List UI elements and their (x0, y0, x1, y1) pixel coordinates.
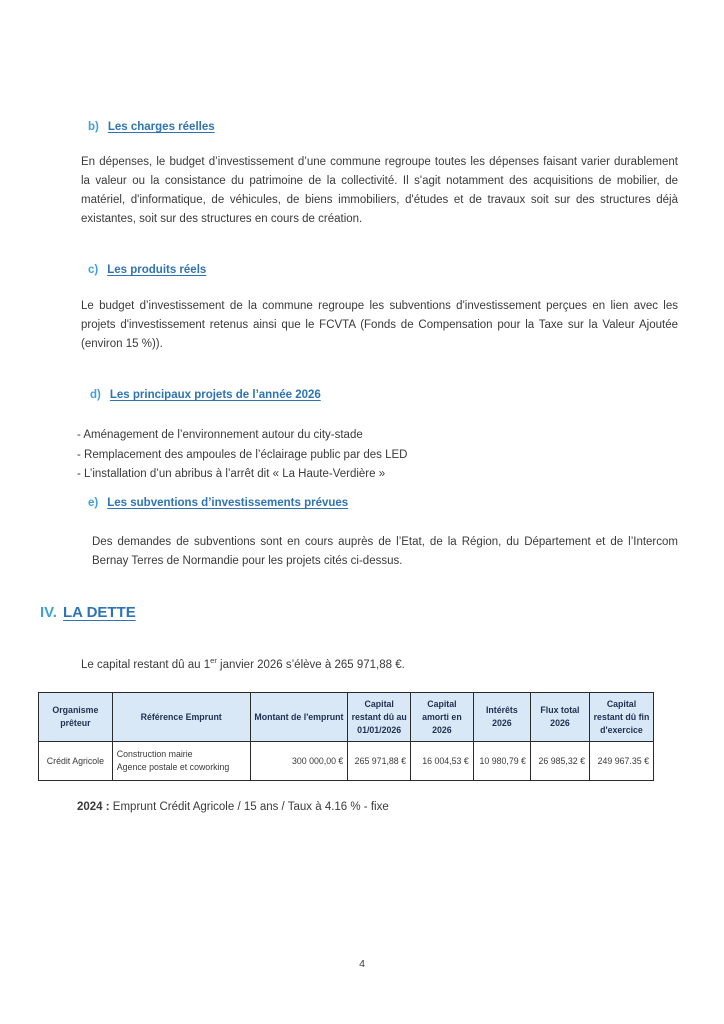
heading-title: LA DETTE (62, 604, 136, 621)
loan-table-container (38, 692, 654, 781)
table-row (39, 742, 654, 781)
section-heading-c (88, 264, 206, 276)
loan-table (38, 692, 654, 781)
loan-note (77, 801, 389, 813)
page-number: 4 (359, 958, 365, 970)
section-title: Les produits réels (107, 264, 207, 276)
cell-flux-total: 26 985,32 € (530, 742, 589, 781)
capital-superscript: er (210, 656, 217, 665)
section-letter: c) (88, 264, 99, 276)
paragraph-charges-reelles: En dépenses, le budget d’investissement d’une commune regroupe toutes les dépenses faisant varier durablement la valeur ou la consistance du patrimoine de la collectivité. Il s'agit notamment des acquisitions de mobilier, de matériel, d'informatique, de véhicules, de biens immobiliers, d'études et de travaux soit sur des structures déjà existantes, soit sur des structures en cours de création. (81, 156, 678, 225)
cell-reference (112, 742, 250, 781)
paragraph-produits-reels: Le budget d’investissement de la commune regroupe les subventions d'investissement perçues en lien avec les projets d'investissement retenus ainsi que le FCVTA (Fonds de Compensation pour la Taxe sur la Valeur Ajoutée (environ 15 %)). (81, 300, 678, 350)
project-item: - L’installation d’un abribus à l’arrêt dit « La Haute-Verdière » (77, 468, 386, 480)
section-title: Les principaux projets de l’année 2026 (109, 389, 321, 401)
project-item: - Remplacement des ampoules de l’éclairage public par des LED (77, 448, 408, 461)
section-heading-e (88, 497, 348, 509)
section-letter: b) (88, 121, 99, 133)
capital-text-end: janvier 2026 s’élève à 265 971,88 €. (216, 658, 405, 671)
heading-numeral: IV. (40, 604, 57, 621)
section-heading-b (88, 121, 215, 133)
loan-note-details: Emprunt Crédit Agricole / 15 ans / Taux à 4.16 % - fixe (109, 801, 389, 813)
column-header-reference: Référence Emprunt (112, 693, 250, 742)
paragraph-subventions: Des demandes de subventions sont en cours auprès de l’Etat, de la Région, du Département et de l’Intercom Bernay Terres de Normandie pour les projets cités ci-dessus. (92, 536, 678, 567)
column-header-interets: Intérêts 2026 (473, 693, 530, 742)
column-header-organisme: Organisme prêteur (39, 693, 113, 742)
column-header-capital-fin: Capital restant dû fin d'exercice (589, 693, 653, 742)
table-header-row (39, 693, 654, 742)
capital-restant-line (81, 656, 405, 671)
section-heading-d (90, 389, 321, 401)
capital-text-start: Le capital restant dû au 1 (81, 658, 211, 671)
cell-reference-line1: Construction mairie (116, 749, 193, 759)
section-title: Les charges réelles (107, 121, 215, 133)
cell-interets: 10 980,79 € (473, 742, 530, 781)
column-header-flux-total: Flux total 2026 (530, 693, 589, 742)
section-letter: e) (88, 497, 99, 509)
cell-reference-line2: Agence postale et coworking (116, 762, 230, 772)
column-header-capital-amorti: Capital amorti en 2026 (411, 693, 474, 742)
cell-organisme: Crédit Agricole (39, 742, 113, 781)
column-header-capital-restant: Capital restant dû au 01/01/2026 (348, 693, 411, 742)
cell-montant: 300 000,00 € (250, 742, 348, 781)
project-item: - Aménagement de l’environnement autour du city-stade (77, 429, 363, 441)
section-title: Les subventions d’investissements prévues (107, 497, 349, 509)
cell-capital-amorti: 16 004,53 € (411, 742, 474, 781)
column-header-montant: Montant de l'emprunt (250, 693, 348, 742)
loan-note-year: 2024 : (77, 801, 110, 813)
cell-capital-restant: 265 971,88 € (348, 742, 411, 781)
section-letter: d) (90, 389, 101, 401)
cell-capital-fin: 249 967.35 € (589, 742, 653, 781)
projects-list (77, 426, 677, 485)
heading-la-dette (40, 604, 136, 621)
